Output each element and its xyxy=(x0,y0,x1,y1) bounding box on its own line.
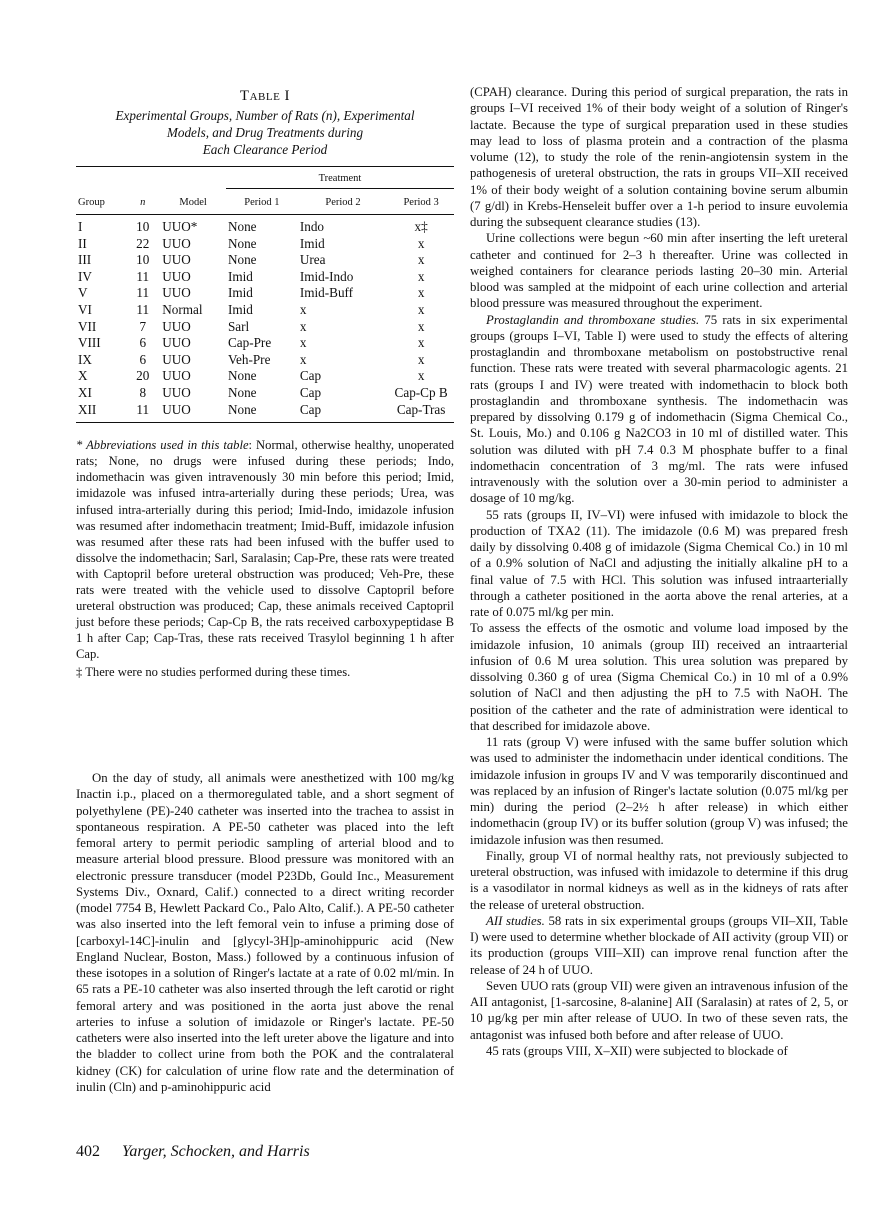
table-cell: None xyxy=(227,384,257,400)
body-paragraph xyxy=(470,848,848,913)
table-cell: 11 xyxy=(136,268,150,284)
table-bottom-rule xyxy=(76,418,454,423)
table-cell: IV xyxy=(78,268,92,284)
table-cell: 10 xyxy=(136,252,150,268)
paragraph-text: 55 rats (groups II, IV–VI) were infused with imidazole to block the production of TXA2 (11). The imidazole (0.6 M) was prepared fresh daily by dissolving 0.408 g of imidazole (Sigma Chemical Co.) in 10 ml of a 0.9% solution of NaCl and adjusting the initially alkaline pH to a final value of 7.5 with HCl. This solution was infused intraarterially through a catheter positioned in the aorta above the renal arteries, at a rate of 0.075 ml/kg per min. xyxy=(470,507,848,619)
table-cell: x xyxy=(299,318,307,334)
table-footnote xyxy=(76,437,454,662)
col-header-n: n xyxy=(140,196,146,208)
col-header-period-2: Period 2 xyxy=(325,197,361,208)
section-heading: AII studies. xyxy=(486,913,545,928)
col-header-period-3: Period 3 xyxy=(403,197,439,208)
table-cell: VIII xyxy=(78,335,101,351)
table-cell: Sarl xyxy=(227,318,250,334)
table-row xyxy=(76,402,454,419)
paragraph-text: (CPAH) clearance. During this period of surgical preparation, the rats in groups I–VI received 1% of their body weight of a solution of Ringer's lactate. Because the type of surgical preparation used in these studies may lead to loss of plasma protein and a contraction of the plasma volume (12), to study the role of the renin-angiotensin system in the pathogenesis of ureteral obstruction, the rats in groups VII–XII received 1% of their body weight of a solution containing bovine serum albumin (7 g/dl) in Krebs-Henseleit buffer over a 1-h period to insure euvolemia during the subsequent clearance studies (13). xyxy=(470,85,848,229)
table-cell: UUO* xyxy=(162,219,198,234)
table-cell: UUO xyxy=(162,252,191,268)
caption-line: Models, and Drug Treatments during xyxy=(166,125,364,140)
table-row xyxy=(76,215,454,236)
table-cell: UUO xyxy=(162,368,191,384)
table-cell: 20 xyxy=(136,368,150,384)
body-paragraph xyxy=(470,507,848,621)
section-heading: Prostaglandin and thromboxane studies. xyxy=(486,312,700,327)
table-cell: 11 xyxy=(136,401,150,417)
table-cell: x xyxy=(417,268,425,284)
table-cell: 6 xyxy=(139,351,147,367)
body-paragraph xyxy=(470,1043,848,1059)
body-paragraph xyxy=(470,913,848,978)
table-cell: I xyxy=(78,219,83,234)
table-cell: III xyxy=(78,252,92,268)
table-cell: x xyxy=(417,301,425,317)
table-cell: Imid xyxy=(227,301,253,317)
table-cell: Cap-Cp B xyxy=(394,384,448,400)
table-body xyxy=(76,215,454,419)
table-cell: XII xyxy=(78,401,97,417)
table-cell: Imid-Indo xyxy=(299,268,354,284)
table-cell: None xyxy=(227,368,257,384)
table-row xyxy=(76,285,454,302)
col-header-group: Group xyxy=(78,196,105,208)
table-cell: Veh-Pre xyxy=(227,351,271,367)
table-cell: None xyxy=(227,219,257,234)
table-cell: x xyxy=(417,351,425,367)
table-footnote-2: ‡ There were no studies performed during these times. xyxy=(76,665,351,680)
left-column xyxy=(76,84,454,681)
table-cell: x xyxy=(417,252,425,268)
table-cell: 7 xyxy=(139,318,147,334)
table-cell: X xyxy=(78,368,88,384)
paragraph-text: Seven UUO rats (group VII) were given an intravenous infusion of the AII antagonist, [1-sarcosine, 8-alanine] AII (Saralasin) at rates of 2, 5, or 10 µg/kg per min after release of UUO. In two of these seven rats, the antagonist was infused both before and after release of UUO. xyxy=(470,978,848,1042)
table-cell: x xyxy=(417,318,425,334)
table-cell: VI xyxy=(78,301,92,317)
table-cell: 11 xyxy=(136,301,150,317)
table-cell: x xyxy=(417,285,425,301)
table-cell: UUO xyxy=(162,351,191,367)
body-paragraph xyxy=(470,978,848,1043)
table-cell: Cap xyxy=(299,368,322,384)
body-paragraph xyxy=(470,734,848,848)
table-title: Table I xyxy=(239,88,291,104)
paragraph-text: Urine collections were begun ~60 min after inserting the left ureteral catheter and continued for 2–3 h thereafter. Urine was collected in weighed containers for clearance periods lasting 20–30 min. Arterial blood was sampled at the midpoint of each urine collection and arterial blood pressure was measured throughout the experiment. xyxy=(470,231,848,311)
table-cell: UUO xyxy=(162,268,191,284)
table-cell: UUO xyxy=(162,285,191,301)
footnote-body: : Normal, otherwise healthy, unoperated rats; None, no drugs were infused during these periods; Indo, indomethacin was given intravenously 30 min before this period; Imid, imidazole was infused intra-arterially during these periods; Urea, was infused intra-arterially during this period; Imid-Indo, imidazole infusion was resumed after indomethacin treatment; Imid-Buff, imidazole infusion was resumed after these rats had been infused with the buffer used to dissolve the indomethacin; Sarl, Saralasin; Cap-Pre, these rats were treated with Captopril before ureteral obstruction was produced; Veh-Pre, these rats were treated with the vehicle used to dissolve Captopril before ureteral obstruction was produced; Cap, these animals received Captopril just before these periods; Cap-Cp B, the rats received carboxypeptidase B 1 h after Cap; Cap-Tras, these rats received Trasylol beginning 1 h after Cap. xyxy=(76,438,454,662)
table-row xyxy=(76,335,454,352)
table-cell: Imid xyxy=(227,285,253,301)
table-caption xyxy=(76,107,454,158)
caption-line: Experimental Groups, Number of Rats (n), Experimental xyxy=(115,108,415,123)
body-paragraph xyxy=(470,230,848,311)
paragraph-text: 75 rats in six experimental groups (groups I–VI, Table I) were used to study the effects of altering prostaglandin and thromboxane metabolism on postobstructive renal function. These rats were treated with several pharmacologic agents. 21 rats (groups I and IV) were treated with indomethacin to block both prostaglandin and thromboxane synthesis. The indomethacin was prepared by dissolving 0.179 g of indomethacin (Sigma Chemical Co., St. Louis, Mo.) and 0.106 g Na2CO3 in 10 ml of distilled water. This solution was diluted with pH 7.4 0.3 M phosphate buffer to a final indomethacin concentration of 3 mg/ml. The rats were infused intravenously with the solution over a 30-min period to administer a dosage of 10 mg/kg. xyxy=(470,312,848,506)
table-cell: x xyxy=(417,235,425,251)
table-cell: XI xyxy=(78,384,92,400)
paragraph-text: 11 rats (group V) were infused with the same buffer solution which was used to administer the indomethacin under identical conditions. The imidazole infusion in groups IV and V was temporarily discontinued and was replaced by an infusion of Ringer's lactate solution (0.075 ml/kg per min) during the period (2–2½ h after release) in which either indomethacin (group IV) or its buffer solution (group V) was infused; the imidazole infusion was then resumed. xyxy=(470,735,848,847)
page-footer xyxy=(76,1143,310,1161)
table-cell: x xyxy=(417,335,425,351)
paragraph-text: To assess the effects of the osmotic and volume load imposed by the imidazole infusion, 10 animals (group III) received an intraarterial infusion of 0.6 M urea solution. This urea solution was prepared by dissolving 0.360 g of urea (Sigma Chemical Co.) in 10 ml of a 0.9% solution of NaCl and then adjusting the pH to 7.5 with NaOH. The position of the catheter and the rate of administration were identical to that described for imidazole above. xyxy=(470,621,848,733)
experimental-groups-table xyxy=(76,166,454,418)
table-row xyxy=(76,302,454,319)
table-cell: None xyxy=(227,401,257,417)
paragraph-text: 58 rats in six experimental groups (groups VII–XII, Table I) were used to determine whether blockade of AII activity (group VII) or its production (groups VIII–XII) can improve renal function after the release of 24 h of UUO. xyxy=(470,913,848,977)
table-cell: Normal xyxy=(162,301,203,317)
table-cell: Cap-Pre xyxy=(227,335,272,351)
table-cell: UUO xyxy=(162,318,191,334)
left-body-text xyxy=(76,770,454,1095)
table-cell: UUO xyxy=(162,335,191,351)
col-header-period-1: Period 1 xyxy=(244,197,280,208)
table-row xyxy=(76,269,454,286)
table-cell: Indo xyxy=(299,219,325,234)
table-cell: Cap xyxy=(299,401,322,417)
col-header-model: Model xyxy=(179,196,207,208)
table-cell: x xyxy=(417,368,425,384)
table-cell: 8 xyxy=(139,384,147,400)
table-cell: Imid xyxy=(299,235,325,251)
table-row xyxy=(76,385,454,402)
running-authors: Yarger, Schocken, and Harris xyxy=(122,1143,310,1160)
table-cell: Cap xyxy=(299,384,322,400)
footnote-lead: * Abbreviations used in this table xyxy=(76,438,249,453)
table-cell: II xyxy=(78,235,87,251)
table-cell: UUO xyxy=(162,384,191,400)
paragraph-text: Finally, group VI of normal healthy rats, not previously subjected to ureteral obstruction, was infused with imidazole to determine if this drug is a vasodilator in normal kidneys as well as in the kidneys of rats after the release of ureteral obstruction. xyxy=(470,848,848,912)
page-number: 402 xyxy=(76,1143,100,1160)
table-cell: 10 xyxy=(136,219,150,234)
body-paragraph xyxy=(470,312,848,507)
table-cell: x xyxy=(299,301,307,317)
table-row xyxy=(76,319,454,336)
table-cell: x‡ xyxy=(414,219,428,234)
table-cell: Cap-Tras xyxy=(396,401,446,417)
table-row xyxy=(76,368,454,385)
table-cell: UUO xyxy=(162,401,191,417)
table-cell: x xyxy=(299,335,307,351)
treatment-header: Treatment xyxy=(226,167,454,189)
table-cell: 11 xyxy=(136,285,150,301)
table-cell: IX xyxy=(78,351,92,367)
body-paragraph xyxy=(470,84,848,230)
table-row xyxy=(76,236,454,253)
table-cell: UUO xyxy=(162,235,191,251)
body-paragraph: On the day of study, all animals were anesthetized with 100 mg/kg Inactin i.p., placed on a thermoregulated table, and a short segment of polyethylene (PE)-240 catheter was inserted into the trachea to assist in spontaneous respiration. A PE-50 catheter was placed into the left femoral artery to permit periodic sampling of arterial blood and to measure arterial blood pressure. Blood pressure was monitored with an electronic pressure transducer (model P23Db, Gould Inc., Measurement Systems Div., Oxnard, Calif.) connected to a direct writing recorder (model 7754 B, Hewlett Packard Co., Palo Alto, Calif.). A PE-50 catheter was also inserted into the left femoral vein to infuse a priming dose of [carboxyl-14C]-inulin and [glycyl-3H]p-aminohippuric acid (New England Nuclear, Boston, Mass.) followed by a continuous infusion of these isotopes in a solution of Ringer's lactate at a rate of 0.02 ml/min. In 65 rats a PE-10 catheter was also inserted through the left carotid or right femoral artery and was positioned in the aorta just above the renal arteries to infuse a solution of imidazole or Ringer's lactate. PE-50 catheters were also inserted into the left ureter above the ligature and into the bladder to collect urine from both the POK and the contralateral kidney (CK) for calculation of urine flow rate and the determination of inulin (Cln) and p-aminohippuric acid xyxy=(76,771,454,1094)
table-cell: None xyxy=(227,235,257,251)
caption-line: Each Clearance Period xyxy=(202,142,328,157)
table-row xyxy=(76,252,454,269)
table-cell: x xyxy=(299,351,307,367)
table-cell: None xyxy=(227,252,257,268)
table-cell: Imid-Buff xyxy=(299,285,354,301)
body-paragraph xyxy=(470,620,848,734)
right-column xyxy=(470,84,848,1059)
table-cell: VII xyxy=(78,318,97,334)
table-cell: 6 xyxy=(139,335,147,351)
paragraph-text: 45 rats (groups VIII, X–XII) were subjected to blockade of xyxy=(486,1043,788,1058)
table-row xyxy=(76,352,454,369)
table-cell: Urea xyxy=(299,252,326,268)
table-cell: Imid xyxy=(227,268,253,284)
table-cell: V xyxy=(78,285,88,301)
table-cell: 22 xyxy=(136,235,150,251)
